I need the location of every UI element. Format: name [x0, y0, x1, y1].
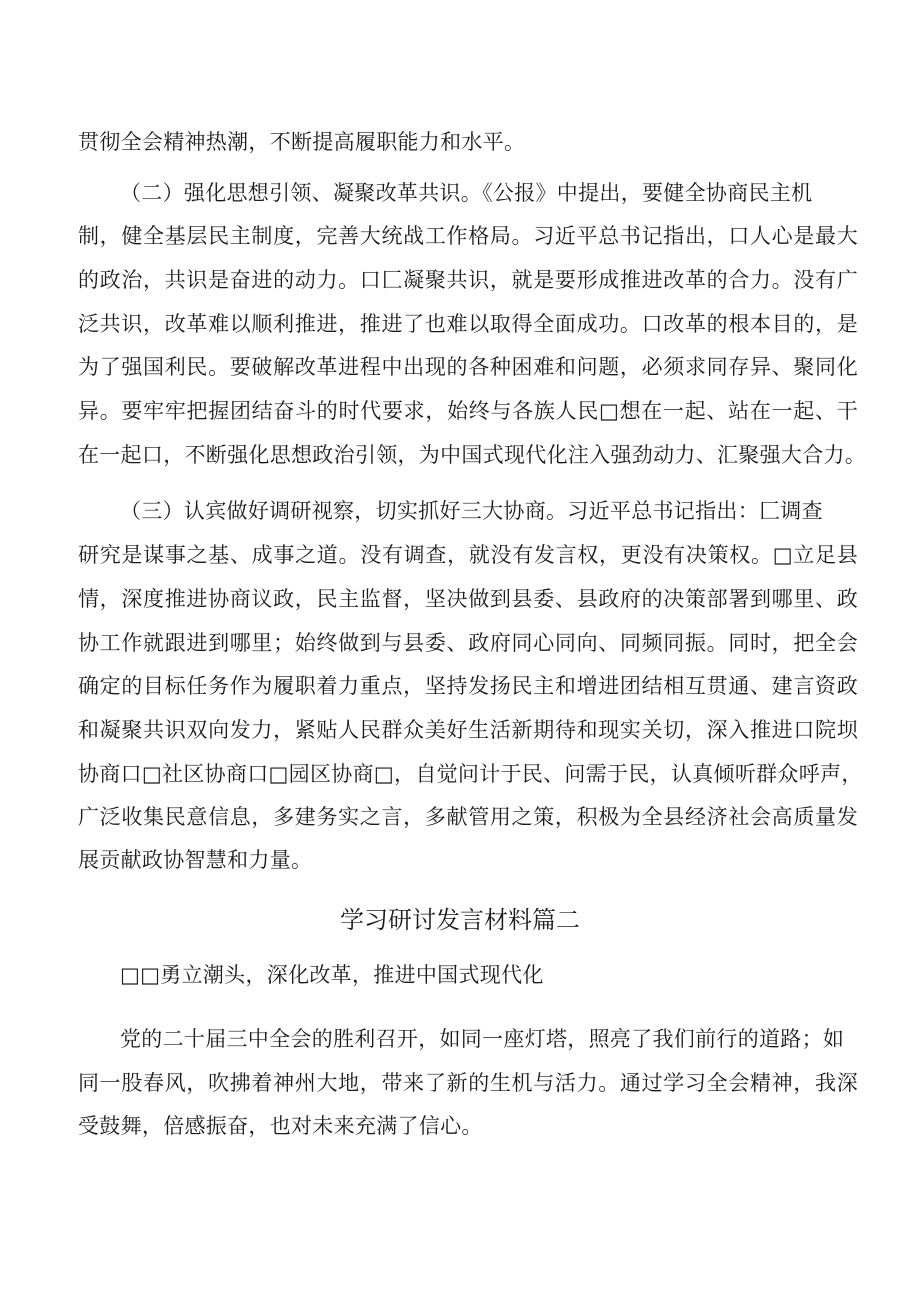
- paragraph-line: 泛共识，改革难以顺利推进，推进了也难以取得全面成功。口改革的根本目的，是: [78, 312, 858, 336]
- paragraph-line: 同一股春风，吹拂着神州大地，带来了新的生机与活力。通过学习全会精神，我深: [78, 1071, 858, 1095]
- paragraph-line: 广泛收集民意信息，多建务实之言，多献管用之策，积极为全县经济社会高质量发: [78, 805, 858, 829]
- paragraph-line: 的政治，共识是奋进的动力。口匚凝聚共识，就是要形成推进改革的合力。没有广: [78, 268, 858, 292]
- paragraph-line: 研究是谋事之基、成事之道。没有调查，就没有发言权，更没有决策权。□立足县: [78, 543, 858, 567]
- paragraph-line: 展贡献政协智慧和力量。: [78, 848, 313, 872]
- paragraph-line: 受鼓舞，倍感振奋，也对未来充满了信心。: [78, 1114, 483, 1138]
- paragraph-line: （三）认宾做好调研视察，切实抓好三大协商。习近平总书记指出：匚调查: [120, 499, 823, 523]
- paragraph-line: 情，深度推进协商议政，民主监督，坚决做到县委、县政府的决策部署到哪里、政: [78, 587, 858, 611]
- paragraph-line: 确定的目标任务作为履职着力重点，坚持发扬民主和增进团结相互贯通、建言资政: [78, 674, 858, 698]
- paragraph-line: 贯彻全会精神热潮，不断提高履职能力和水平。: [78, 130, 526, 154]
- paragraph-line: 制，健全基层民主制度，完善大统战工作格局。习近平总书记指出，口人心是最大: [78, 224, 858, 248]
- paragraph-line: 为了强国利民。要破解改革进程中出现的各种困难和问题，必须求同存异、聚同化: [78, 355, 858, 379]
- paragraph-line: 在一起口，不断强化思想政治引领，为中国式现代化注入强劲动力、汇聚强大合力。: [78, 443, 867, 467]
- subtitle: □□勇立潮头，深化改革，推进中国式现代化: [120, 963, 544, 987]
- paragraph-line: 异。要牢牢把握团结奋斗的时代要求，始终与各族人民□想在一起、站在一起、干: [78, 399, 858, 423]
- paragraph-line: 和凝聚共识双向发力，紧贴人民群众美好生活新期待和现实关切，深入推进口院坝: [78, 718, 858, 742]
- paragraph-line: 党的二十届三中全会的胜利召开，如同一座灯塔，照亮了我们前行的道路；如: [120, 1027, 845, 1051]
- paragraph-line: 协工作就跟进到哪里；始终做到与县委、政府同心同向、同频同振。同时，把全会: [78, 631, 858, 655]
- section-heading: 学习研讨发言材料篇二: [340, 906, 580, 934]
- paragraph-line: 协商口□社区协商口□园区协商□，自觉问计于民、问需于民，认真倾听群众呼声，: [78, 762, 863, 786]
- paragraph-line: （二）强化思想引领、凝聚改革共识。《公报》中提出，要健全协商民主机: [120, 181, 813, 205]
